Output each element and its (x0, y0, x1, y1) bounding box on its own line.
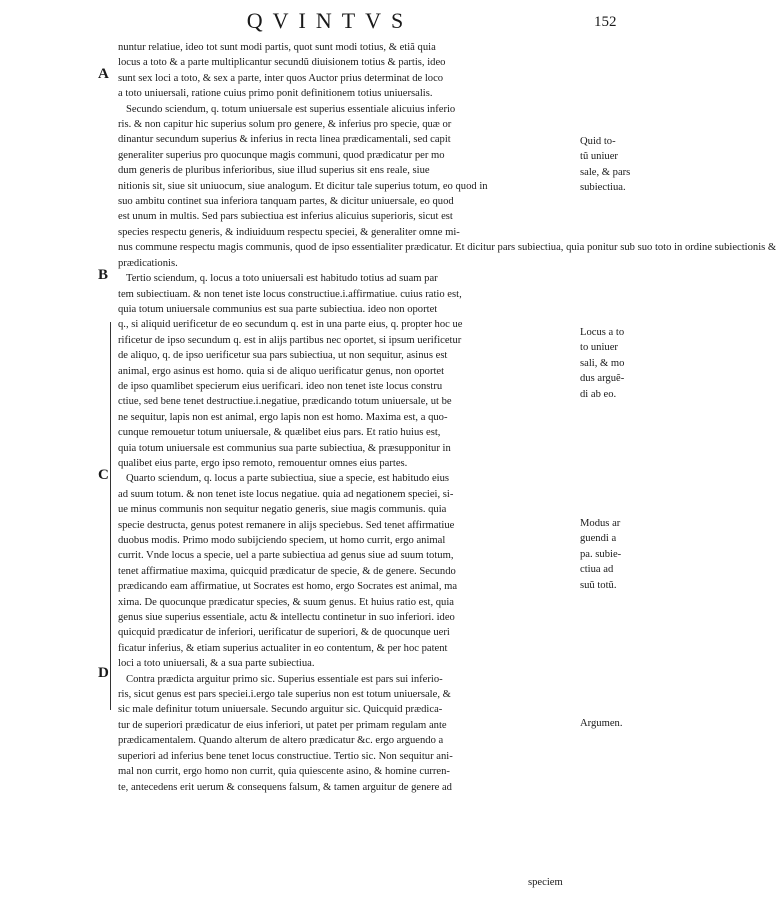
text-line: generaliter superius pro quocunque magis communi, quod prædicatur per mo (118, 149, 445, 161)
page-number: 152 (594, 14, 617, 30)
text-line: duobus modis. Primo modo subijciendo speciem, ut homo currit, ergo animal (118, 535, 446, 546)
text-line: ficatur inferius, & etiam superius actualiter in eo contentum, & per hoc patent (118, 642, 448, 654)
text-line: quia totum uniuersale est communius sua parte subiectiua, & præsupponitur in (118, 442, 451, 454)
text-line: nus commune respectu magis communis, quod de ipso essentialiter prædicatur. Et dicitur pars subiectiua, quia ponitur sub suo toto in ordine subiectionis & (118, 242, 776, 254)
text-line: tur de superiori prædicatur de eius inferiori, ut patet per primam regulam ante (118, 719, 447, 731)
margin-note-line: guendi a (580, 533, 617, 545)
text-line: dinantur secundum superius & inferius in recta linea prædicamentali, sed capit (118, 134, 451, 146)
catchword: speciem (528, 877, 563, 888)
text-line: Tertio sciendum, q. locus a toto uniuersali est habitudo totius ad suam par (126, 273, 438, 285)
text-line: prædicando eam affirmatiue, ut Socrates est homo, ergo Socrates est animal, ma (118, 581, 458, 593)
text-line: ad suum totum. & non tenet iste locus negatiue. quia ad negationem speciei, si- (118, 488, 454, 500)
text-line: dum generis de pluribus inferioribus, siue illud superius sit ens reale, siue (118, 165, 430, 177)
text-line: est unum in multis. Sed pars subiectiua est inferius alicuius superioris, sicut est (118, 211, 453, 223)
section-letter-a: A (98, 66, 109, 82)
section-letter-b: B (98, 267, 109, 283)
section-letter-d: D (98, 665, 109, 681)
text-line (118, 795, 578, 810)
text-line: Contra prædicta arguitur primo sic. Superius essentiale est pars sui inferio- (126, 673, 443, 685)
section-letter-c: C (98, 467, 109, 483)
text-line: animal, ergo asinus est homo. quia si de aliquo uerificatur genus, non oportet (118, 365, 445, 377)
margin-note-line: pa. subie- (580, 548, 622, 560)
margin-note-line: tũ uniuer (580, 151, 618, 163)
text-line: cunque remouetur totum uniuersale, & quælibet eius pars. Et ratio huius est, (118, 427, 441, 439)
text-line: de ipso quamlibet specierum eius uerificari. ideo non tenet iste locus constru (118, 380, 443, 392)
running-head: QVINTVS (246, 8, 414, 33)
text-line: nitionis sit, siue sit uniuocum, siue analogum. Et dicitur tale superius totum, eo quod in (118, 180, 488, 192)
margin-note-line: Argumen. (580, 718, 623, 729)
text-line: genus siue superius essentiale, actu & intellectu continetur in suo inferiori. ideo (118, 612, 455, 624)
margin-note-locus-a-toto (580, 325, 660, 402)
margin-note-line: ctiua ad (580, 564, 614, 576)
margin-note-argumenta (580, 716, 660, 731)
text-line: ris, sicut genus est pars speciei.i.ergo tale superius non est totum uniuersale, & (118, 689, 451, 701)
text-line: ne sequitur, lapis non est animal, ergo lapis non est homo. Maxima est, a quo- (118, 411, 448, 423)
text-line: ue minus communis non sequitur negatio generis, siue magis communis. quia (118, 504, 447, 516)
text-line: a toto uniuersali, ratione cuius primo ponit definitionem totius uniuersalis. (118, 88, 433, 100)
text-line: ctiue, sed bene tenet destructiue.i.negatiue, prædicando totum uniuersale, ut be (118, 396, 452, 408)
margin-note-line: di ab eo. (580, 388, 617, 400)
text-line: prædicationis. (118, 257, 178, 269)
text-line: sic male definitur totum uniuersale. Secundo arguitur sic. Quicquid prædica- (118, 704, 443, 716)
text-line: xima. De quocunque prædicatur species, & suum genus. Et huius ratio est, quia (118, 596, 454, 608)
margin-note-line: suũ totũ. (580, 579, 617, 591)
text-line: loci a toto uniuersali, & a sua parte subiectiua. (118, 658, 315, 670)
margin-note-modus-arguendi (580, 516, 660, 593)
text-line: quicquid prædicatur de inferiori, uerificatur de superiori, & de quocunque ueri (118, 627, 450, 639)
text-line: Quarto sciendum, q. locus a parte subiectiua, siue a specie, est habitudo eius (126, 473, 450, 485)
text-line: nuntur relatiue, ideo tot sunt modi partis, quot sunt modi totius, & etiã quia (118, 42, 436, 53)
text-line: rificetur de ipso secundum q. est in alijs partibus nec oportet, si ipsum uerificetur (118, 334, 462, 346)
text-line: prædicamentalem. Quando alterum de altero prædicatur &c. ergo arguendo a (118, 735, 444, 747)
margin-note-line: dus arguẽ- (580, 373, 625, 385)
text-line: ris. & non capitur hic superius solum pro genere, & inferius pro specie, quæ or (118, 119, 452, 131)
text-line: superiori ad inferius bene tenet locus constructiue. Tertio sic. Non sequitur ani- (118, 750, 453, 762)
margin-note-line: sali, & mo (580, 357, 625, 369)
margin-note-line: sale, & pars (580, 166, 631, 178)
margin-note-line: Modus ar (580, 518, 621, 529)
text-line: te, antecedens erit uerum & consequens falsum, & tamen arguitur de genere ad (118, 781, 452, 793)
text-line: tenet affirmatiue maxima, quicquid prædicatur de specie, & de genere. Secundo (118, 565, 456, 577)
text-line: suo ambitu continet sua inferiora tanquam partes, & dicitur uniuersale, eo quod (118, 196, 454, 208)
margin-note-quid-totum (580, 134, 660, 196)
column-rule (110, 322, 111, 710)
text-line: locus a toto & a parte multiplicantur secundũ diuisionem totius & partis, ideo (118, 57, 446, 69)
margin-note-line: to uniuer (580, 342, 618, 354)
text-line: tem subiectiuam. & non tenet iste locus constructiue.i.affirmatiue. cuius ratio est, (118, 288, 462, 300)
text-line: sunt sex loci a toto, & sex a parte, inter quos Auctor prius determinat de loco (118, 72, 444, 84)
text-line: currit. Vnde locus a specie, uel a parte subiectiua ad genus siue ad suum totum, (118, 550, 454, 562)
text-line: mal non currit, ergo homo non currit, quia quiescente asino, & homine curren- (118, 766, 450, 778)
text-line: de aliquo, q. de ipso uerificetur sua pars subiectiua, ut non sequitur, asinus est (118, 350, 448, 362)
text-line: Secundo sciendum, q. totum uniuersale est superius essentiale alicuius inferio (126, 103, 456, 115)
text-line: qualibet eius parte, ergo ipso remoto, remouentur omnes eius partes. (118, 457, 408, 469)
text-line: species respectu generis, & indiuiduum respectu speciei, & generaliter omne mi- (118, 226, 460, 238)
text-line: q., si aliquid uerificetur de eo secundum q. est in una parte eius, q. propter hoc ue (118, 319, 463, 331)
margin-note-line: subiectiua. (580, 182, 626, 194)
text-line: quia totum uniuersale communius est sua parte subiectiua. ideo non oportet (118, 303, 438, 315)
text-line: specie destructa, genus potest remanere in alijs speciebus. Sed tenet affirmatiue (118, 519, 455, 531)
margin-note-line: Quid to- (580, 136, 616, 147)
margin-note-line: Locus a to (580, 327, 625, 338)
